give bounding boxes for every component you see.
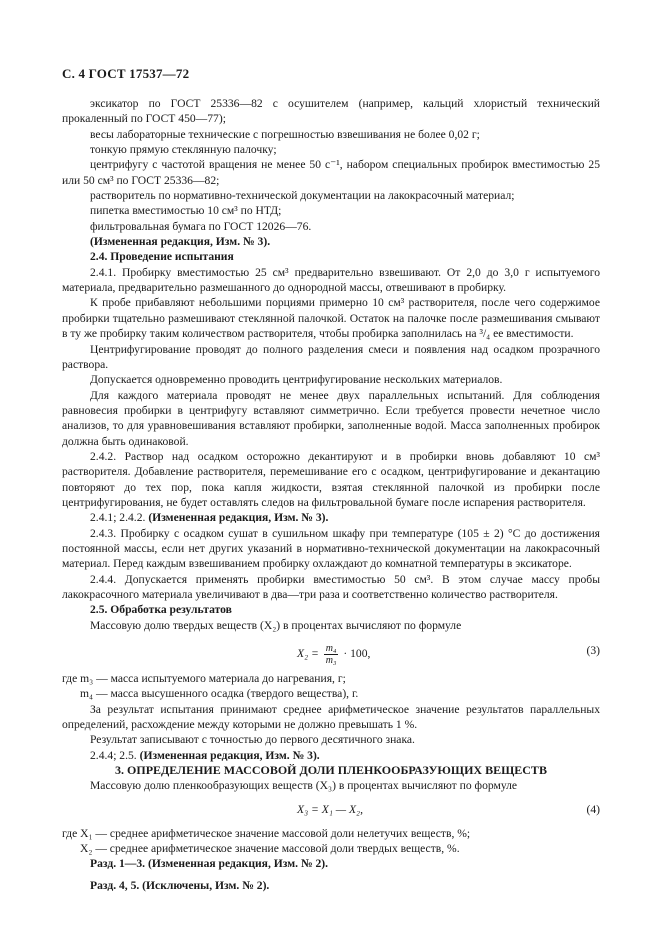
formula-4 — [62, 800, 600, 820]
edition-note-5: Разд. 4, 5. (Исключены, Изм. № 2). — [90, 878, 270, 892]
paragraph-2-5a: Массовую долю твердых веществ (X₂) в процентах вычисляют по формуле — [90, 618, 462, 632]
equipment-centrifuge: центрифугу с частотой вращения не менее 50 с⁻¹, набором специальных пробирок вместимостью 25 или 50 см³ по ГОСТ 25336—82; — [62, 158, 600, 187]
formula-3-numerator: m₄ — [325, 643, 337, 655]
paragraph-2-4-4: 2.4.4. Допускается применять пробирки вместимостью 50 см³. В этом случае массу пробы лакокрасочного материала увеличивают в два—три раза и соответственно количество растворителя. — [62, 572, 600, 601]
document-body — [62, 96, 600, 893]
edition-note-1: (Измененная редакция, Изм. № 3). — [90, 235, 271, 249]
paragraph-2-4-1b: К пробе прибавляют небольшими порциями примерно 10 см³ растворителя, после чего содержимое пробирки тщательно размешивают стеклянной палочкой. Остаток на палочке после размешивания смывают в ту же пробирку таким количеством растворителя, чтобы пробирка заполнилась на ³/₄ ее вместимости. — [62, 296, 600, 341]
equipment-pipette: пипетка вместимостью 10 см³ по НТД; — [90, 204, 282, 218]
paragraph-2-4-3: 2.4.3. Пробирку с осадком сушат в сушильном шкафу при температуре (105 ± 2) °С до достижения постоянной массы, если нет других указаний в нормативно-технической документации на лакокрасочный материал. Перед каждым взвешиванием пробирку охлаждают до комнатной температуры в эксикаторе. — [62, 526, 600, 571]
formula-3-fraction — [324, 643, 339, 666]
section-3-heading: 3. ОПРЕДЕЛЕНИЕ МАССОВОЙ ДОЛИ ПЛЕНКООБРАЗУЮЩИХ ВЕЩЕСТВ — [115, 763, 547, 778]
equipment-desiccator: эксикатор по ГОСТ 25336—82 с осушителем (например, кальций хлористый технический прокаленный по ГОСТ 450—77); — [62, 97, 600, 126]
edition-note-2 — [62, 510, 600, 525]
paragraph-3a: Массовую долю пленкообразующих веществ (X₃) в процентах вычисляют по формуле — [90, 779, 518, 793]
formula-3-tail: · 100, — [343, 647, 371, 661]
paragraph-2-4-1a: 2.4.1. Пробирку вместимостью 25 см³ предварительно взвешивают. От 2,0 до 3,0 г испытуемого материала, предварительно размешанного до однородной массы, отвешивают в пробирку. — [62, 265, 600, 295]
edition-note-3-ref: 2.4.4; 2.5. — [90, 748, 137, 762]
formula-3-expression — [297, 643, 370, 666]
section-2-4-heading: 2.4. Проведение испытания — [90, 250, 234, 264]
formula-3 — [62, 639, 600, 665]
edition-note-4: Разд. 1—3. (Измененная редакция, Изм. № 2). — [90, 857, 329, 871]
page-header: С. 4 ГОСТ 17537—72 — [62, 66, 190, 81]
paragraph-2-5b: За результат испытания принимают среднее арифметическое значение результатов параллельных определений, расхождение между которыми не должно превышать 1 %. — [62, 702, 600, 732]
equipment-glass-rod: тонкую прямую стеклянную палочку; — [90, 143, 277, 157]
formula-3-denominator: m₃ — [325, 655, 337, 667]
paragraph-2-5c: Результат записывают с точностью до первого десятичного знака. — [90, 733, 415, 747]
edition-note-3 — [62, 748, 600, 763]
edition-note-2-ref: 2.4.1; 2.4.2. — [90, 511, 146, 525]
paragraph-2-4-1c: Центрифугирование проводят до полного разделения смеси и появления над осадком прозрачного раствора. — [62, 342, 600, 371]
paragraph-2-4-2: 2.4.2. Раствор над осадком осторожно декантируют и в пробирки вновь добавляют 10 см³ растворителя. Добавление растворителя, перемешивание его с осадком, центрифугирование и декантацию повторяют до тех пор, пока капля жидкости, взятая стеклянной палочкой из пробирки после центрифугирования, не будет оставлять следов на фильтровальной бумаге после испарения растворителя. — [62, 449, 600, 509]
formula-3-number: (3) — [586, 644, 600, 658]
formula-4-expression: X₃ = X₁ — X₂, — [297, 802, 363, 816]
paragraph-2-4-1e: Для каждого материала проводят не менее двух параллельных испытаний. Для соблюдения равновесия пробирки в центрифугу вставляют симметрично. Если требуется провести нечетное число анализов, то для уравновешивания вставляют пробирки, заполненные водой. Масса заполненных пробирок должна быть одинаковой. — [62, 388, 600, 448]
equipment-solvent: растворитель по нормативно-технической документации на лакокрасочный материал; — [90, 189, 515, 203]
paragraph-2-4-1d: Допускается одновременно проводить центрифугирование нескольких материалов. — [90, 373, 503, 387]
equipment-filter-paper: фильтровальная бумага по ГОСТ 12026—76. — [90, 219, 312, 233]
where-m3: где m₃ — масса испытуемого материала до нагревания, г; — [62, 672, 346, 686]
edition-note-2-text: (Измененная редакция, Изм. № 3). — [148, 511, 329, 525]
edition-note-3-text: (Измененная редакция, Изм. № 3). — [139, 748, 320, 762]
formula-3-lhs: X₂ = — [297, 647, 319, 661]
where-x1: где X₁ — среднее арифметическое значение массовой доли нелетучих веществ, %; — [62, 826, 471, 840]
where-m4: m₄ — масса высушенного осадка (твердого вещества), г. — [80, 687, 359, 701]
formula-4-number: (4) — [586, 802, 600, 816]
where-x2: X₂ — среднее арифметическое значение массовой доли твердых веществ, %. — [80, 842, 460, 856]
equipment-scales: весы лабораторные технические с погрешностью взвешивания не более 0,02 г; — [90, 127, 480, 141]
section-2-5-heading: 2.5. Обработка результатов — [90, 603, 232, 617]
